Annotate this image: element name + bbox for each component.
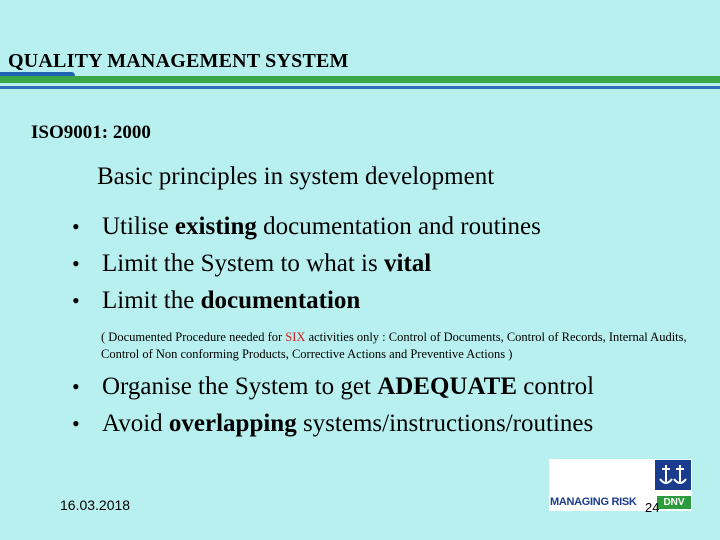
bullet-dot: • <box>72 288 80 313</box>
bullet-item <box>72 282 541 319</box>
bullet-list-top <box>72 208 541 319</box>
page-number: 24 <box>645 500 660 515</box>
bullet-item <box>72 208 541 245</box>
logo-tagline: MANAGING RISK <box>550 496 637 508</box>
bullet-text: Utilise existing documentation and routines <box>102 213 541 240</box>
bullet-item <box>72 245 541 282</box>
header-blue-rule <box>0 86 720 89</box>
slide-subtitle: ISO9001: 2000 <box>31 122 151 143</box>
bullet-dot: • <box>72 374 80 399</box>
bullet-item <box>72 368 594 405</box>
note-highlight: SIX <box>285 330 306 344</box>
bullet-item <box>72 405 594 442</box>
bullet-dot: • <box>72 214 80 239</box>
header-green-rule <box>0 76 720 83</box>
bullet-list-bottom <box>72 368 594 442</box>
documented-procedure-note: ( Documented Procedure needed for SIX activities only : Control of Documents, Control of Records, Internal Audits, Control of Non conforming Products, Corrective Actions and Preventive Actions ) <box>101 330 687 361</box>
bullet-text: Limit the documentation <box>102 287 361 314</box>
bullet-dot: • <box>72 251 80 276</box>
dnv-brand: DNV <box>657 496 691 509</box>
bullet-text: Avoid overlapping systems/instructions/routines <box>102 410 594 437</box>
bullet-text: Organise the System to get ADEQUATE control <box>102 373 595 400</box>
footer-date: 16.03.2018 <box>60 497 131 513</box>
dnv-anchor-icon <box>655 460 691 490</box>
header-title: QUALITY MANAGEMENT SYSTEM <box>8 50 349 72</box>
bullet-dot: • <box>72 411 80 436</box>
principles-heading: Basic principles in system development <box>97 163 495 190</box>
bullet-text: Limit the System to what is vital <box>102 250 432 277</box>
